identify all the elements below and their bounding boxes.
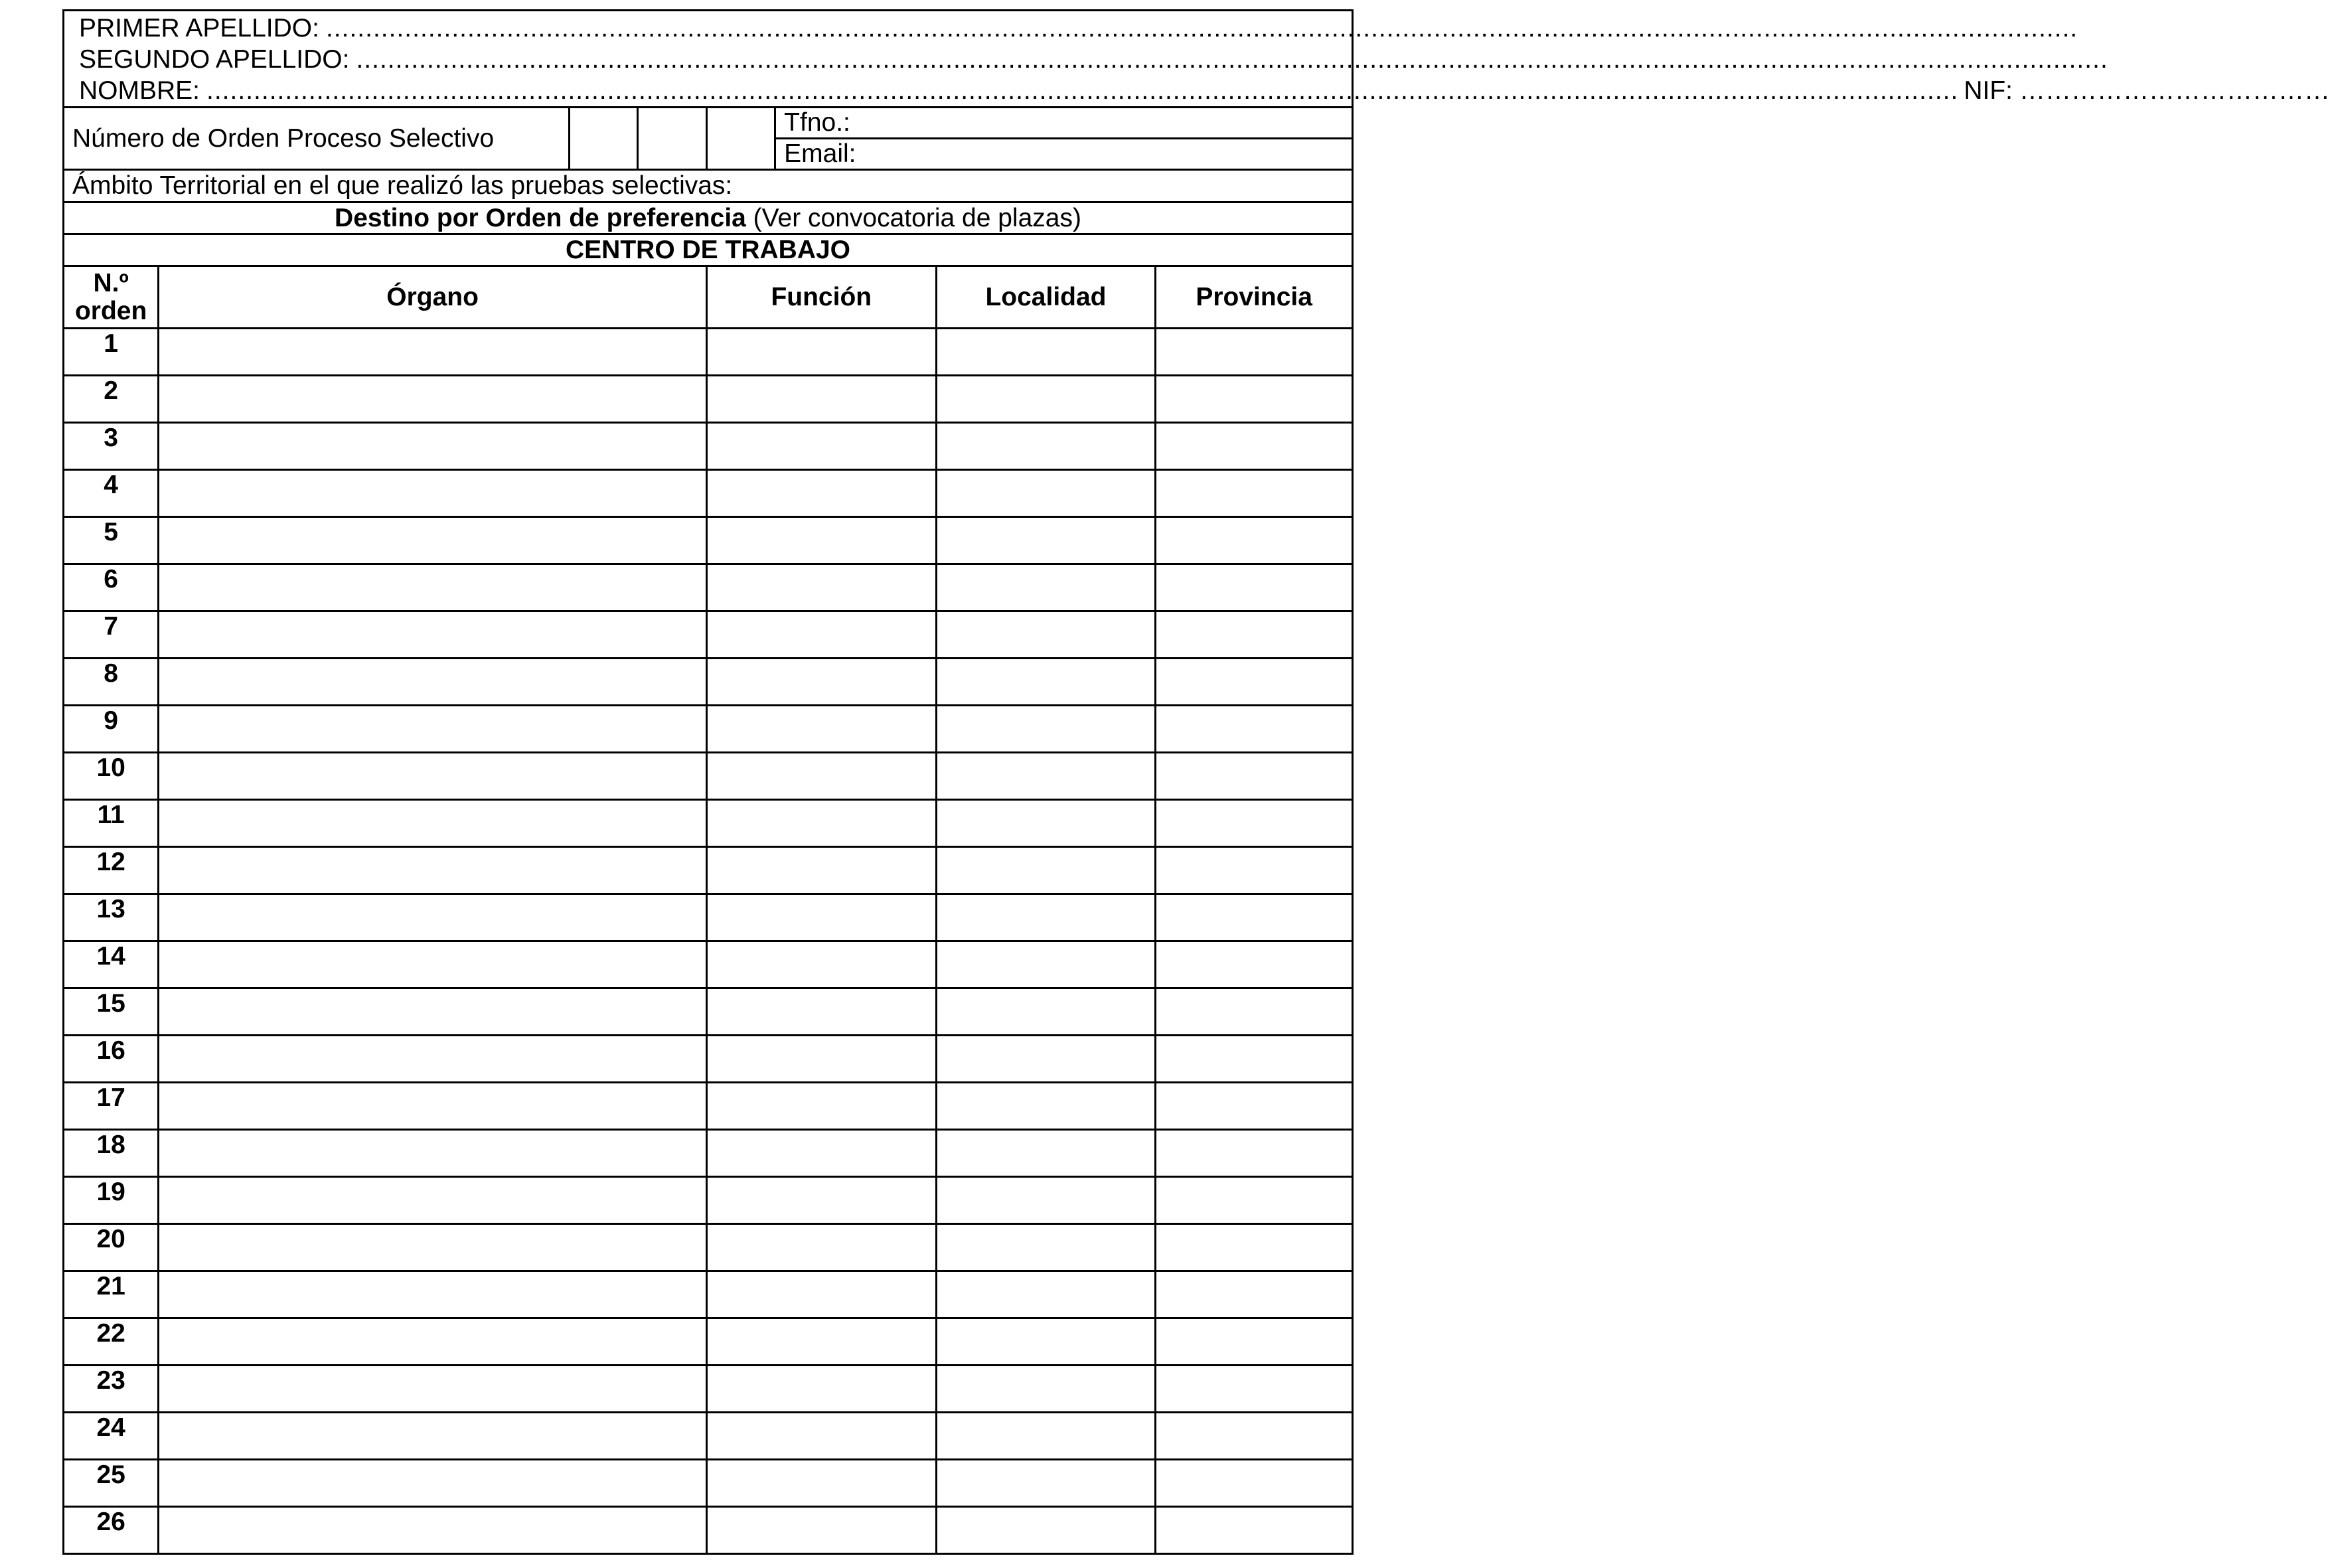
row-number: 15 — [64, 988, 159, 1036]
ambito-label: Ámbito Territorial en el que realizó las pruebas selectivas: — [72, 171, 733, 200]
table-row — [64, 376, 1353, 423]
row-number: 21 — [64, 1271, 159, 1318]
funcion-cell[interactable] — [706, 329, 936, 376]
row-number: 20 — [64, 1224, 159, 1271]
proceso-row-1 — [64, 108, 1353, 139]
organo-cell[interactable] — [159, 988, 707, 1036]
tfno-field[interactable] — [775, 108, 1353, 139]
organo-cell[interactable] — [159, 800, 707, 847]
row-number: 19 — [64, 1177, 159, 1224]
localidad-cell[interactable] — [936, 894, 1156, 941]
provincia-cell[interactable] — [1156, 1507, 1353, 1554]
table-row — [64, 941, 1353, 988]
provincia-cell[interactable] — [1156, 1083, 1353, 1130]
destino-heading — [64, 202, 1353, 234]
funcion-cell[interactable] — [706, 564, 936, 611]
provincia-cell[interactable] — [1156, 1177, 1353, 1224]
col-header-provincia: Provincia — [1156, 266, 1353, 329]
organo-cell[interactable] — [159, 517, 707, 564]
provincia-cell[interactable] — [1156, 564, 1353, 611]
row-number: 17 — [64, 1083, 159, 1130]
email-label: Email: — [784, 139, 856, 168]
localidad-cell[interactable] — [936, 611, 1156, 659]
nif-field[interactable]: ……………………………… — [2019, 76, 2330, 105]
localidad-cell[interactable] — [936, 847, 1156, 894]
funcion-cell[interactable] — [706, 988, 936, 1036]
localidad-cell[interactable] — [936, 800, 1156, 847]
funcion-cell[interactable] — [706, 1318, 936, 1366]
funcion-cell[interactable] — [706, 517, 936, 564]
localidad-cell[interactable] — [936, 1318, 1156, 1366]
table-row — [64, 706, 1353, 753]
organo-cell[interactable] — [159, 847, 707, 894]
provincia-cell[interactable] — [1156, 847, 1353, 894]
localidad-cell[interactable] — [936, 706, 1156, 753]
segundo-apellido-field[interactable]: ............................................................................................................................................................................................................................... — [356, 45, 2108, 74]
funcion-cell[interactable] — [706, 706, 936, 753]
col-header-num-line2: orden — [74, 296, 147, 325]
nombre-field[interactable]: ............................................................................................................................................................................................................................... — [206, 76, 1959, 105]
row-number: 18 — [64, 1130, 159, 1177]
row-number: 3 — [64, 423, 159, 470]
row-number: 2 — [64, 376, 159, 423]
destination-preference-form — [62, 9, 2330, 1555]
funcion-cell[interactable] — [706, 611, 936, 659]
provincia-cell[interactable] — [1156, 941, 1353, 988]
funcion-cell[interactable] — [706, 1083, 936, 1130]
provincia-cell[interactable] — [1156, 517, 1353, 564]
provincia-cell[interactable] — [1156, 659, 1353, 706]
table-row — [64, 611, 1353, 659]
provincia-cell[interactable] — [1156, 376, 1353, 423]
funcion-cell[interactable] — [706, 1366, 936, 1413]
provincia-cell[interactable] — [1156, 753, 1353, 800]
provincia-cell[interactable] — [1156, 1318, 1353, 1366]
col-header-num-orden — [64, 266, 159, 329]
personal-data-row — [64, 11, 1353, 108]
numero-orden-label: Número de Orden Proceso Selectivo — [64, 108, 570, 170]
organo-cell[interactable] — [159, 1224, 707, 1271]
segundo-apellido-label: SEGUNDO APELLIDO: — [79, 45, 350, 74]
organo-cell[interactable] — [159, 1271, 707, 1318]
numero-orden-box-3[interactable] — [706, 108, 775, 170]
table-row — [64, 894, 1353, 941]
organo-cell[interactable] — [159, 329, 707, 376]
organo-cell[interactable] — [159, 706, 707, 753]
localidad-cell[interactable] — [936, 1224, 1156, 1271]
funcion-cell[interactable] — [706, 1271, 936, 1318]
localidad-cell[interactable] — [936, 1083, 1156, 1130]
funcion-cell[interactable] — [706, 423, 936, 470]
provincia-cell[interactable] — [1156, 470, 1353, 517]
table-row — [64, 659, 1353, 706]
localidad-cell[interactable] — [936, 1507, 1156, 1554]
provincia-cell[interactable] — [1156, 1271, 1353, 1318]
ambito-field[interactable] — [64, 170, 1353, 202]
primer-apellido-label: PRIMER APELLIDO: — [79, 14, 319, 42]
table-row — [64, 423, 1353, 470]
centro-trabajo-row — [64, 234, 1353, 266]
numero-orden-box-2[interactable] — [637, 108, 706, 170]
table-row — [64, 847, 1353, 894]
row-number: 7 — [64, 611, 159, 659]
row-number: 9 — [64, 706, 159, 753]
ambito-row — [64, 170, 1353, 202]
funcion-cell[interactable] — [706, 1413, 936, 1460]
funcion-cell[interactable] — [706, 659, 936, 706]
table-row — [64, 517, 1353, 564]
provincia-cell[interactable] — [1156, 329, 1353, 376]
destino-bold-text: Destino por Orden de preferencia — [335, 203, 746, 232]
row-number: 12 — [64, 847, 159, 894]
row-number: 6 — [64, 564, 159, 611]
table-row — [64, 1413, 1353, 1460]
row-number: 1 — [64, 329, 159, 376]
localidad-cell[interactable] — [936, 376, 1156, 423]
row-number: 25 — [64, 1460, 159, 1507]
localidad-cell[interactable] — [936, 470, 1156, 517]
organo-cell[interactable] — [159, 376, 707, 423]
funcion-cell[interactable] — [706, 941, 936, 988]
organo-cell[interactable] — [159, 1083, 707, 1130]
provincia-cell[interactable] — [1156, 423, 1353, 470]
nombre-line — [79, 75, 2330, 106]
primer-apellido-line — [79, 13, 2078, 44]
col-header-funcion: Función — [706, 266, 936, 329]
table-row — [64, 1224, 1353, 1271]
localidad-cell[interactable] — [936, 659, 1156, 706]
funcion-cell[interactable] — [706, 753, 936, 800]
table-row — [64, 1036, 1353, 1083]
provincia-cell[interactable] — [1156, 1413, 1353, 1460]
funcion-cell[interactable] — [706, 1460, 936, 1507]
funcion-cell[interactable] — [706, 376, 936, 423]
organo-cell[interactable] — [159, 423, 707, 470]
funcion-cell[interactable] — [706, 1036, 936, 1083]
row-number: 8 — [64, 659, 159, 706]
localidad-cell[interactable] — [936, 1177, 1156, 1224]
organo-cell[interactable] — [159, 753, 707, 800]
table-row — [64, 800, 1353, 847]
localidad-cell[interactable] — [936, 1036, 1156, 1083]
localidad-cell[interactable] — [936, 988, 1156, 1036]
organo-cell[interactable] — [159, 1507, 707, 1554]
localidad-cell[interactable] — [936, 423, 1156, 470]
table-row — [64, 1271, 1353, 1318]
organo-cell[interactable] — [159, 611, 707, 659]
table-row — [64, 1318, 1353, 1366]
row-number: 10 — [64, 753, 159, 800]
destino-row — [64, 202, 1353, 234]
segundo-apellido-line — [79, 44, 2108, 75]
row-number: 11 — [64, 800, 159, 847]
funcion-cell[interactable] — [706, 1224, 936, 1271]
table-row — [64, 1130, 1353, 1177]
localidad-cell[interactable] — [936, 564, 1156, 611]
provincia-cell[interactable] — [1156, 894, 1353, 941]
row-number: 13 — [64, 894, 159, 941]
nif-label: NIF: — [1964, 76, 2013, 105]
funcion-cell[interactable] — [706, 894, 936, 941]
table-row — [64, 329, 1353, 376]
numero-orden-box-1[interactable] — [569, 108, 637, 170]
organo-cell[interactable] — [159, 1413, 707, 1460]
table-row — [64, 1366, 1353, 1413]
table-row — [64, 470, 1353, 517]
localidad-cell[interactable] — [936, 329, 1156, 376]
nombre-label: NOMBRE: — [79, 76, 200, 105]
provincia-cell[interactable] — [1156, 1460, 1353, 1507]
primer-apellido-field[interactable]: ............................................................................................................................................................................................................................... — [325, 14, 2078, 42]
localidad-cell[interactable] — [936, 1271, 1156, 1318]
provincia-cell[interactable] — [1156, 706, 1353, 753]
funcion-cell[interactable] — [706, 470, 936, 517]
funcion-cell[interactable] — [706, 847, 936, 894]
provincia-cell[interactable] — [1156, 611, 1353, 659]
localidad-cell[interactable] — [936, 1460, 1156, 1507]
organo-cell[interactable] — [159, 470, 707, 517]
centro-trabajo-heading: CENTRO DE TRABAJO — [64, 234, 1353, 266]
funcion-cell[interactable] — [706, 1507, 936, 1554]
table-row — [64, 753, 1353, 800]
localidad-cell[interactable] — [936, 753, 1156, 800]
table-row — [64, 1177, 1353, 1224]
col-header-localidad: Localidad — [936, 266, 1156, 329]
organo-cell[interactable] — [159, 1318, 707, 1366]
organo-cell[interactable] — [159, 1130, 707, 1177]
table-row — [64, 1083, 1353, 1130]
organo-cell[interactable] — [159, 1177, 707, 1224]
table-row — [64, 1507, 1353, 1554]
tfno-label: Tfno.: — [784, 108, 850, 137]
column-header-row — [64, 266, 1353, 329]
row-number: 14 — [64, 941, 159, 988]
row-number: 16 — [64, 1036, 159, 1083]
provincia-cell[interactable] — [1156, 988, 1353, 1036]
personal-data-cell — [64, 11, 2330, 108]
organo-cell[interactable] — [159, 1366, 707, 1413]
localidad-cell[interactable] — [936, 1413, 1156, 1460]
localidad-cell[interactable] — [936, 941, 1156, 988]
localidad-cell[interactable] — [936, 517, 1156, 564]
table-row — [64, 988, 1353, 1036]
provincia-cell[interactable] — [1156, 1036, 1353, 1083]
provincia-cell[interactable] — [1156, 800, 1353, 847]
provincia-cell[interactable] — [1156, 1130, 1353, 1177]
table-row — [64, 564, 1353, 611]
row-number: 4 — [64, 470, 159, 517]
funcion-cell[interactable] — [706, 1130, 936, 1177]
row-number: 23 — [64, 1366, 159, 1413]
provincia-cell[interactable] — [1156, 1224, 1353, 1271]
destino-normal-text: (Ver convocatoria de plazas) — [745, 203, 1081, 232]
organo-cell[interactable] — [159, 1036, 707, 1083]
col-header-organo: Órgano — [159, 266, 707, 329]
localidad-cell[interactable] — [936, 1130, 1156, 1177]
funcion-cell[interactable] — [706, 800, 936, 847]
organo-cell[interactable] — [159, 659, 707, 706]
localidad-cell[interactable] — [936, 1366, 1156, 1413]
organo-cell[interactable] — [159, 564, 707, 611]
organo-cell[interactable] — [159, 894, 707, 941]
table-row — [64, 1460, 1353, 1507]
row-number: 5 — [64, 517, 159, 564]
row-number: 24 — [64, 1413, 159, 1460]
col-header-num-line1: N.º — [93, 268, 129, 297]
organo-cell[interactable] — [159, 941, 707, 988]
organo-cell[interactable] — [159, 1460, 707, 1507]
funcion-cell[interactable] — [706, 1177, 936, 1224]
email-field[interactable] — [775, 139, 1353, 170]
row-number: 26 — [64, 1507, 159, 1554]
row-number: 22 — [64, 1318, 159, 1366]
provincia-cell[interactable] — [1156, 1366, 1353, 1413]
